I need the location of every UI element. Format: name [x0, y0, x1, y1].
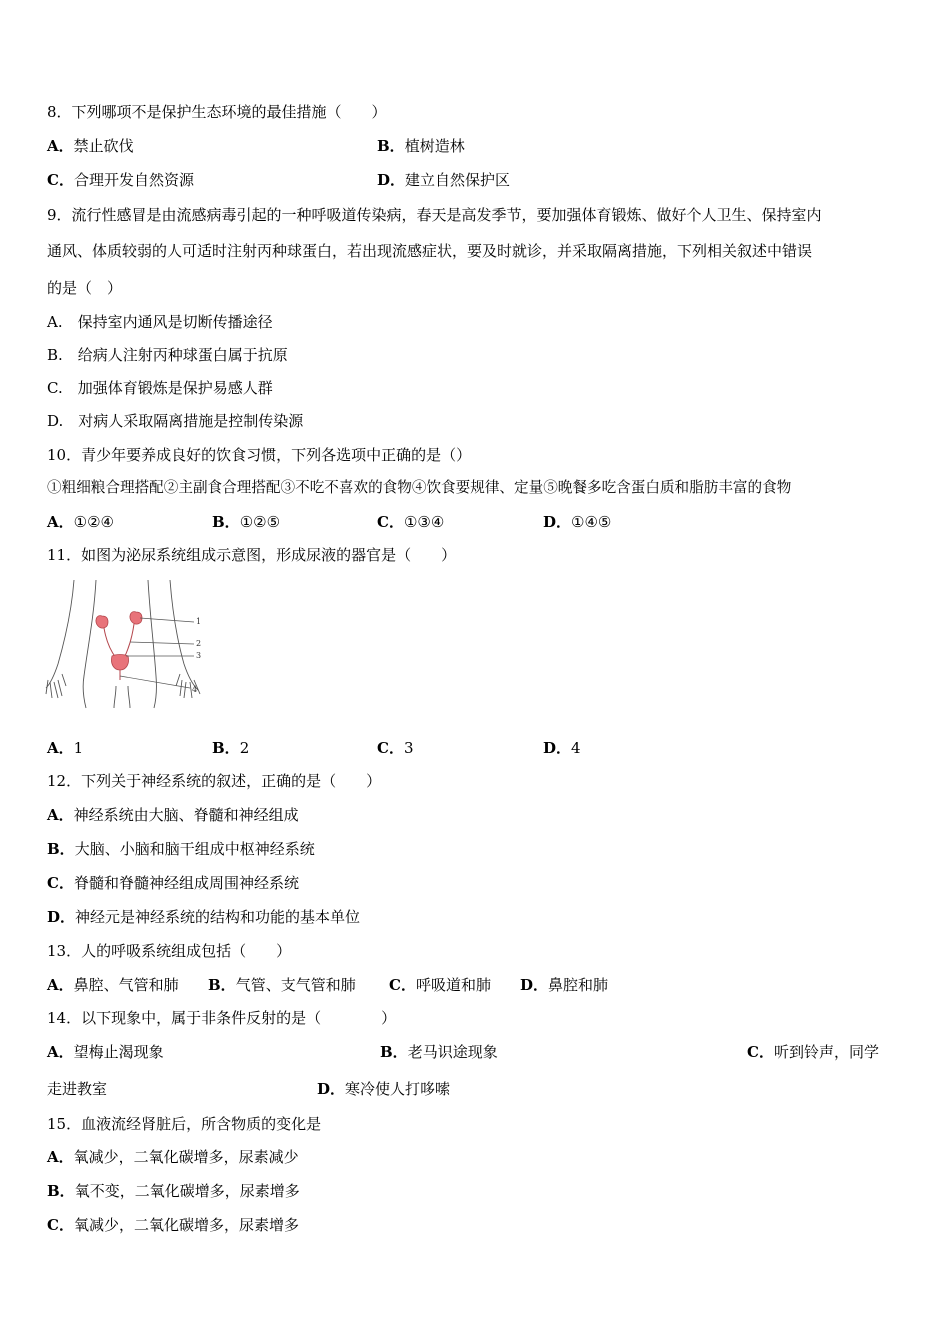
q11-option-b-text: 2 — [239, 739, 250, 757]
q9-option-b: B. 给病人注射丙种球蛋白属于抗原 — [47, 346, 288, 364]
q11-option-c — [377, 738, 414, 758]
q10-option-d-text: ①④⑤ — [571, 513, 612, 531]
q10-items: ①粗细粮合理搭配②主副食合理搭配③不吃不喜欢的食物④饮食要规律、定量⑤晚餐多吃含蛋白质和脂肪丰富的食物 — [47, 479, 792, 496]
q14-option-b-key: B． — [380, 1043, 408, 1061]
q12-option-a-key: A． — [47, 806, 74, 824]
q10-option-c — [377, 512, 444, 532]
q14-option-a-key: A． — [47, 1043, 74, 1061]
q13-option-c — [389, 975, 491, 995]
q11-option-d — [543, 738, 581, 758]
q9-option-a: A. 保持室内通风是切断传播途径 — [47, 313, 273, 331]
q11-option-b — [212, 738, 249, 758]
q15-option-c-key: C． — [47, 1216, 74, 1234]
q10-option-b-text: ①②⑤ — [239, 513, 281, 531]
q13-stem: 13．人的呼吸系统组成包括（ ） — [47, 942, 292, 960]
q13-option-b — [208, 975, 356, 995]
q8-option-d-key: D． — [377, 171, 406, 189]
q9-stem-line1: 9．流行性感冒是由流感病毒引起的一种呼吸道传染病，春天是高发季节，要加强体育锻炼、做好个人卫生、保持室内 — [47, 206, 822, 224]
q10-option-b-key: B． — [212, 513, 240, 531]
q11-option-b-key: B． — [212, 739, 240, 757]
q9-stem-line3: 的是（ ） — [47, 279, 123, 297]
body-outline — [46, 580, 200, 708]
ureters — [104, 624, 134, 658]
q10-option-a-key: A． — [47, 513, 74, 531]
q9-option-c: C. 加强体育锻炼是保护易感人群 — [47, 379, 273, 397]
q15-option-a-text: 氧减少，二氧化碳增多，尿素减少 — [73, 1148, 299, 1166]
q12-option-d-text: 神经元是神经系统的结构和功能的基本单位 — [75, 908, 361, 926]
q11-option-d-key: D． — [543, 739, 572, 757]
urinary-system-svg — [44, 576, 204, 710]
q12-option-a-text: 神经系统由大脑、脊髓和神经组成 — [73, 806, 299, 824]
fig-label-2: 2 — [196, 639, 202, 648]
q8-option-d — [377, 170, 510, 190]
q10-option-a — [47, 512, 114, 532]
q8-stem: 8．下列哪项不是保护生态环境的最佳措施（ ） — [47, 103, 387, 121]
q10-option-d — [543, 512, 611, 532]
q14-option-a-text: 望梅止渴现象 — [73, 1043, 164, 1061]
q11-option-c-text: 3 — [403, 739, 414, 757]
q14-option-d-key: D． — [317, 1080, 346, 1098]
q11-option-a-text: 1 — [73, 739, 84, 757]
q10-option-d-key: D． — [543, 513, 572, 531]
q12-option-a — [47, 805, 299, 825]
q13-option-d-key: D． — [520, 976, 549, 994]
q15-option-b-key: B． — [47, 1182, 75, 1200]
q15-option-c-text: 氧减少，二氧化碳增多，尿素增多 — [73, 1216, 299, 1234]
q12-option-b-key: B． — [47, 840, 75, 858]
q12-stem: 12．下列关于神经系统的叙述，正确的是（ ） — [47, 772, 382, 790]
q13-option-d-text: 鼻腔和肺 — [548, 976, 609, 994]
label-pointers — [120, 618, 194, 688]
q13-option-c-text: 呼吸道和肺 — [415, 976, 491, 994]
q15-stem: 15．血液流经肾脏后，所含物质的变化是 — [47, 1115, 322, 1133]
q8-option-b-text: 植树造林 — [404, 137, 465, 155]
q8-option-d-text: 建立自然保护区 — [405, 171, 511, 189]
q14-option-d-text: 寒冷使人打哆嗦 — [345, 1080, 451, 1098]
q14-option-b-text: 老马识途现象 — [407, 1043, 498, 1061]
q8-option-c-key: C． — [47, 171, 74, 189]
q13-option-b-key: B． — [208, 976, 236, 994]
q13-option-c-key: C． — [389, 976, 416, 994]
q14-option-a — [47, 1042, 164, 1062]
q14-option-c-continued: 走进教室 — [47, 1080, 108, 1098]
q13-option-a-key: A． — [47, 976, 74, 994]
q10-option-c-key: C． — [377, 513, 404, 531]
q11-option-a — [47, 738, 83, 758]
left-kidney — [96, 616, 108, 628]
fig-label-3: 3 — [196, 651, 202, 660]
q12-option-c-text: 脊髓和脊髓神经组成周围神经系统 — [73, 874, 299, 892]
urinary-system-diagram — [44, 576, 204, 710]
q10-option-b — [212, 512, 280, 532]
q15-option-b-text: 氧不变，二氧化碳增多，尿素增多 — [74, 1182, 300, 1200]
q11-option-a-key: A． — [47, 739, 74, 757]
q15-option-a-key: A． — [47, 1148, 74, 1166]
q8-option-b — [377, 136, 465, 156]
q15-option-a — [47, 1147, 299, 1167]
q15-option-c — [47, 1215, 299, 1235]
q8-option-b-key: B． — [377, 137, 405, 155]
q9-stem-line2: 通风、体质较弱的人可适时注射丙种球蛋白，若出现流感症状，要及时就诊，并采取隔离措施，下列相关叙述中错误 — [47, 242, 813, 260]
q12-option-b-text: 大脑、小脑和脑干组成中枢神经系统 — [74, 840, 315, 858]
q14-option-c — [747, 1042, 879, 1062]
q11-option-d-text: 4 — [571, 739, 581, 757]
q14-option-b — [380, 1042, 498, 1062]
bladder — [111, 655, 128, 671]
q12-option-d — [47, 907, 360, 927]
q13-option-b-text: 气管、支气管和肺 — [235, 976, 356, 994]
q12-option-d-key: D． — [47, 908, 76, 926]
q13-option-d — [520, 975, 608, 995]
q12-option-c-key: C． — [47, 874, 74, 892]
q8-option-a — [47, 136, 134, 156]
fig-label-4: 4 — [192, 685, 198, 694]
q11-stem: 11．如图为泌尿系统组成示意图，形成尿液的器官是（ ） — [47, 546, 457, 564]
q14-option-c-text: 听到铃声，同学 — [773, 1043, 879, 1061]
q10-option-c-text: ①③④ — [403, 513, 445, 531]
fig-label-1: 1 — [196, 617, 202, 626]
q14-stem: 14．以下现象中，属于非条件反射的是（ ） — [47, 1009, 397, 1027]
q8-option-c-text: 合理开发自然资源 — [73, 171, 194, 189]
q14-option-d — [317, 1079, 450, 1099]
q8-option-a-key: A． — [47, 137, 74, 155]
q8-option-c — [47, 170, 194, 190]
q12-option-c — [47, 873, 299, 893]
q9-option-d: D. 对病人采取隔离措施是控制传染源 — [47, 412, 304, 430]
q12-option-b — [47, 839, 315, 859]
q13-option-a — [47, 975, 179, 995]
q13-option-a-text: 鼻腔、气管和肺 — [73, 976, 179, 994]
q15-option-b — [47, 1181, 300, 1201]
q8-option-a-text: 禁止砍伐 — [73, 137, 134, 155]
q10-option-a-text: ①②④ — [73, 513, 114, 531]
q11-option-c-key: C． — [377, 739, 404, 757]
q10-stem: 10．青少年要养成良好的饮食习惯，下列各选项中正确的是（） — [47, 446, 472, 464]
q14-option-c-key: C． — [747, 1043, 774, 1061]
